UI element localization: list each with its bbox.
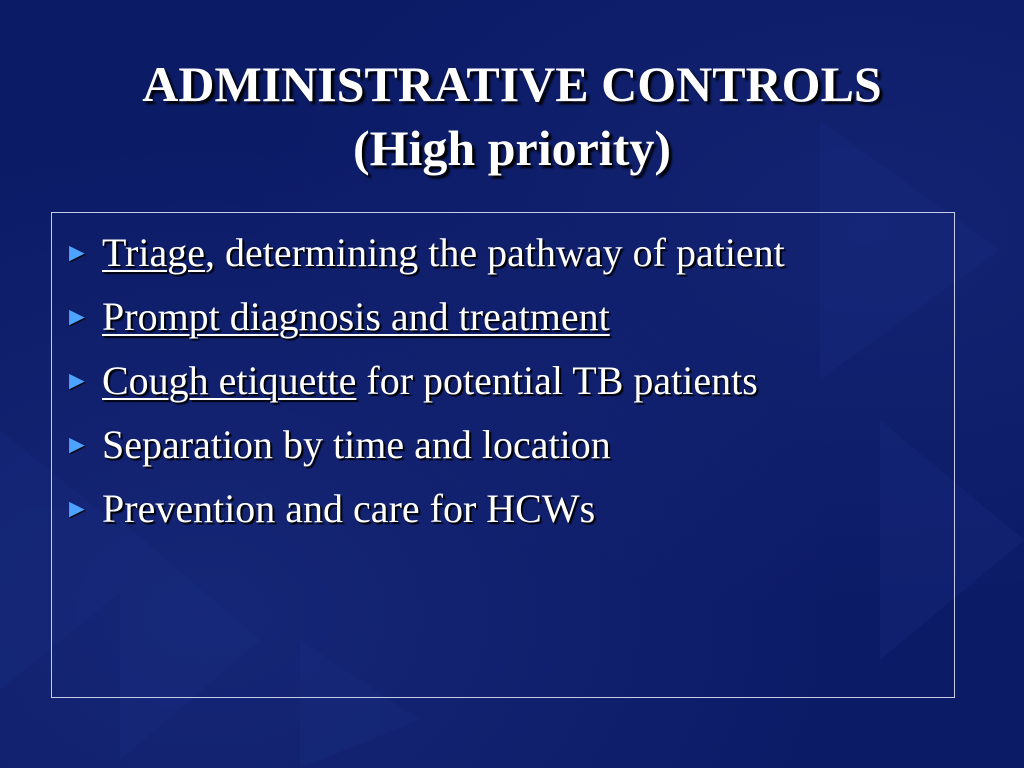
triangle-bullet-icon: ► [64,494,90,523]
bullet-text: for potential TB patients [356,358,758,403]
bullet-underlined-text: Cough etiquette [102,358,357,403]
bullet-text: Separation by time and location [102,422,611,467]
bullet-item-prompt-diagnosis [64,291,924,343]
bullet-item-separation [64,419,924,471]
triangle-bullet-icon: ► [64,430,90,459]
triangle-bullet-icon: ► [64,366,90,395]
triangle-bullet-icon: ► [64,238,90,267]
bullet-underlined-text: Triage [102,230,205,275]
bullet-item-prevention [64,483,924,535]
bullet-underlined-text: Prompt diagnosis and treatment [102,294,610,339]
content-box [51,212,955,698]
bullet-text: , determining the pathway of patient [204,230,785,275]
bullet-text: Prevention and care for HCWs [102,486,596,531]
slide-title-line-1: ADMINISTRATIVE CONTROLS [142,56,882,112]
triangle-bullet-icon: ► [64,302,90,331]
slide-title-line-2: (High priority) [352,120,672,176]
slide-title [40,52,984,180]
bullet-item-triage [64,227,924,279]
bullet-item-cough-etiquette [64,355,924,407]
bullet-list [52,213,954,535]
